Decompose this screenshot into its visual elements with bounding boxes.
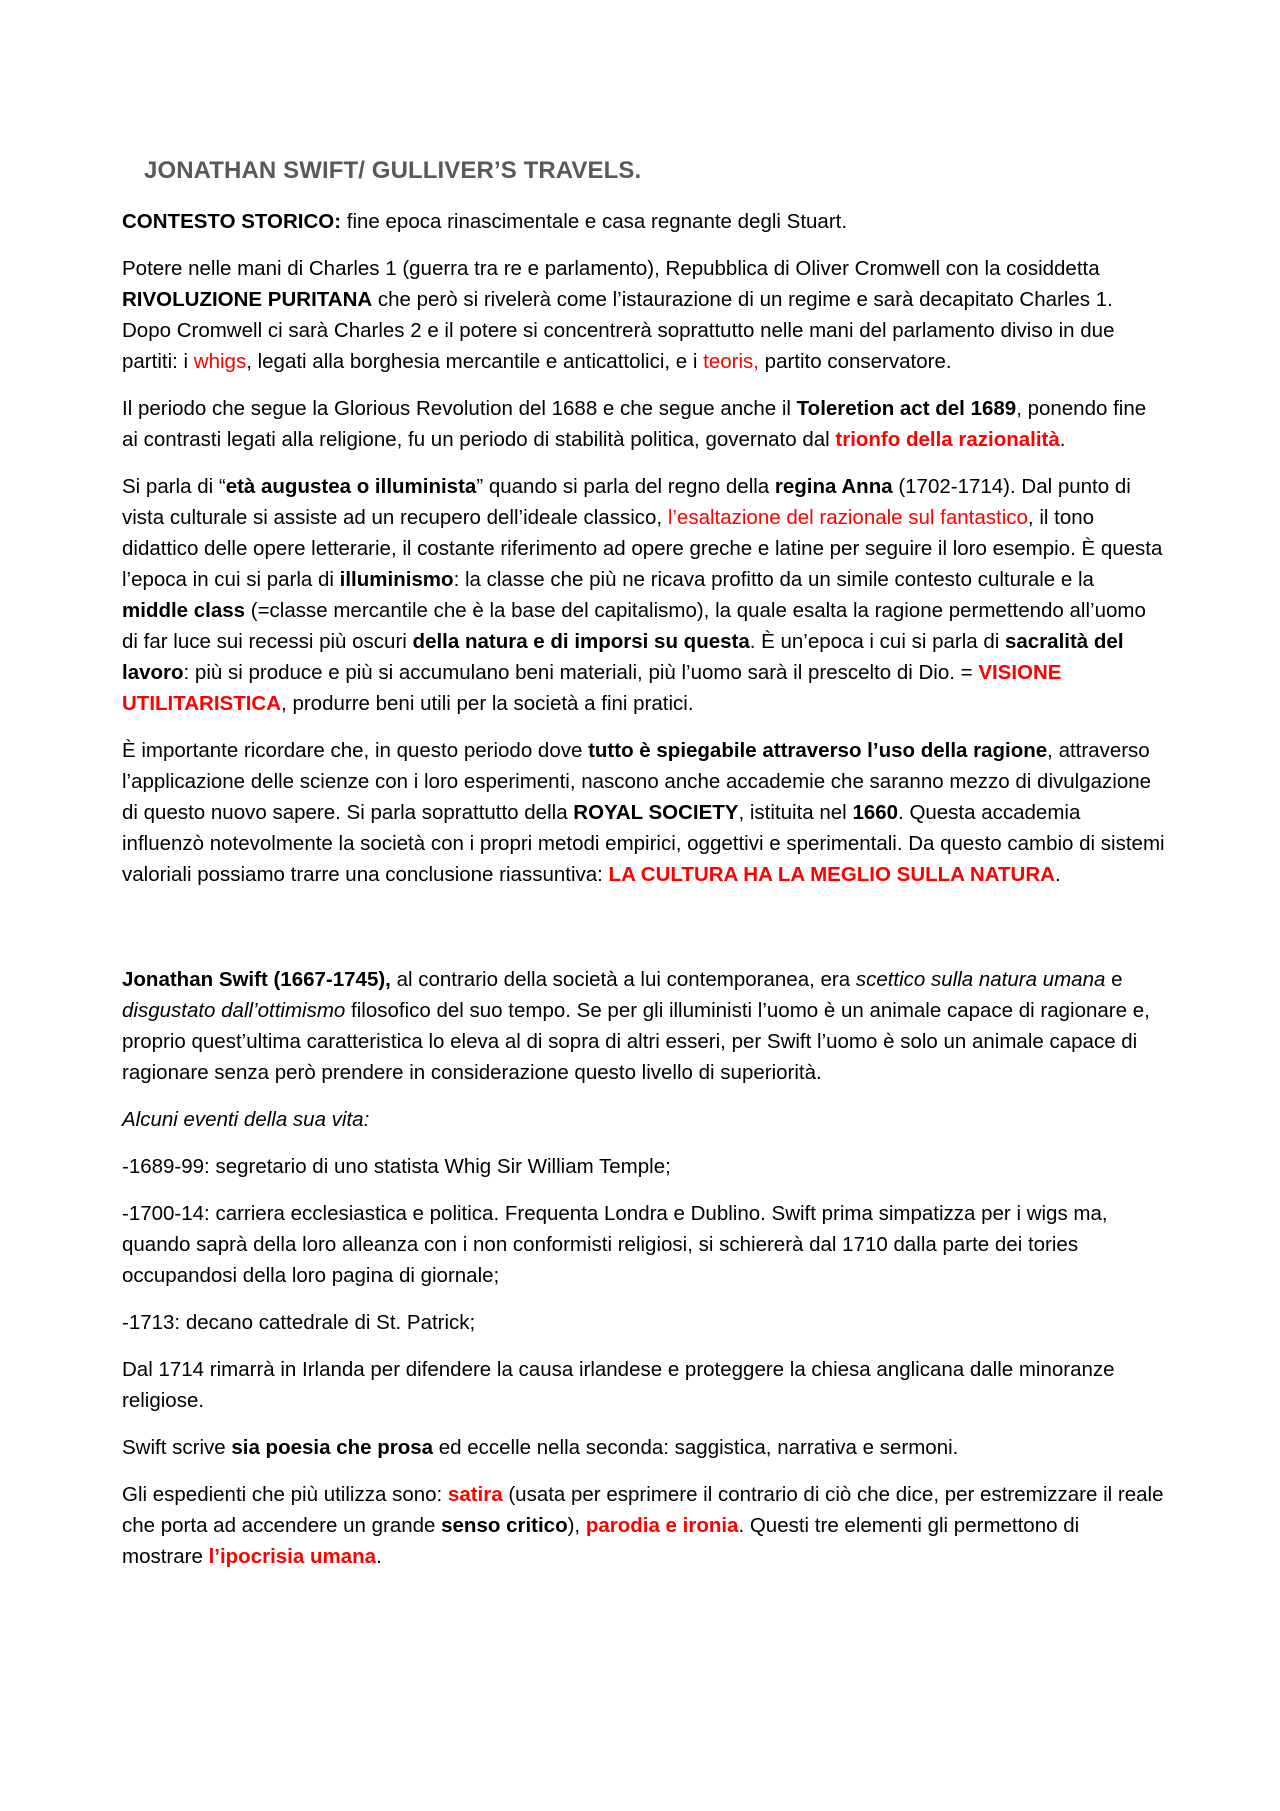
bold-red-text: VISIONE UTILITARISTICA [122,661,1062,715]
paragraph-charles-cromwell [122,253,1165,377]
paragraph-devices [122,1479,1165,1572]
text: fine epoca rinascimentale e casa regnante degli Stuart. [341,210,848,233]
text: partito conservatore. [758,350,952,373]
section-spacer [122,906,1165,964]
text: . Questi tre elementi gli permettono di mostrare [122,1514,1080,1568]
text: Gli espedienti che più utilizza sono: [122,1483,448,1506]
paragraph-royal-society [122,735,1165,890]
bold-red-text: parodia e ironia [585,1514,739,1537]
text: . [376,1545,382,1568]
paragraph-swift-intro [122,964,1165,1088]
bold-text: illuminismo [339,568,454,591]
text: , istituita nel [738,801,853,824]
bold-text: ROYAL SOCIETY [573,801,739,824]
text: . È un’epoca i cui si parla di [749,630,1005,653]
text: Swift scrive [122,1436,232,1459]
bold-text: 1660 [852,801,899,824]
paragraph-life-events-heading: Alcuni eventi della sua vita: [122,1108,370,1131]
paragraph-ireland: Dal 1714 rimarrà in Irlanda per difendere la causa irlandese e proteggere la chiesa anglicana dalle minoranze religiose. [122,1358,1115,1412]
bold-red-text: l’ipocrisia umana [208,1545,377,1568]
text: Potere nelle mani di Charles 1 (guerra tra re e parlamento), Repubblica di Oliver Cromwell con la cosiddetta [122,257,1100,280]
text: , legati alla borghesia mercantile e anticattolici, e i [246,350,704,373]
text: (=classe mercantile che è la base del capitalismo), la quale esalta la ragione permettendo all’uomo di far luce sui recessi più oscuri [122,599,1146,653]
text: filosofico del suo tempo. Se per gli illuministi l’uomo è un animale capace di ragionare e, proprio quest’ultima caratteristica lo eleva al di sopra di altri esseri, per Swift l’uomo è solo un animale capace di ragionare senza però prendere in considerazione questo livello di superiorità. [122,999,1150,1084]
bold-red-text: satira [447,1483,503,1506]
text: . [1054,863,1061,886]
bold-text: regina Anna [774,475,893,498]
bold-red-text: LA CULTURA HA LA MEGLIO SULLA NATURA [608,863,1055,886]
bold-text: sia poesia che prosa [231,1436,434,1459]
bold-text: età augustea o illuminista [225,475,477,498]
text: : la classe che più ne ricava profitto da un simile contesto culturale e la [453,568,1094,591]
text: , produrre beni utili per la società a fini pratici. [281,692,694,715]
text: (usata per esprimere il contrario di ciò che dice, per estremizzare il reale che porta ad accendere un grande [122,1483,1164,1537]
text: , il tono didattico delle opere letterarie, il costante riferimento ad opere greche e latine per seguire il loro esempio. È questa l’epoca in cui si parla di [122,506,1163,591]
text: , attraverso l’applicazione delle scienze con i loro esperimenti, nascono anche accademie che saranno mezzo di divulgazione di questo nuovo sapere. Si parla soprattutto della [122,739,1152,824]
text: Si parla di “ [122,475,226,498]
text: Il periodo che segue la Glorious Revolution del 1688 e che segue anche il [122,397,797,420]
bold-text: middle class [122,599,246,622]
text: : più si produce e più si accumulano beni materiali, più l’uomo sarà il prescelto di Dio. = [183,661,979,684]
bold-text: Jonathan Swift (1667-1745), [122,968,391,991]
red-text: whigs [193,350,247,373]
text: ), [567,1514,586,1537]
bold-text: della natura e di imporsi su questa [412,630,750,653]
italic-text: scettico sulla natura umana [855,968,1106,991]
bold-text: Toleretion act del 1689 [796,397,1017,420]
bold-text: RIVOLUZIONE PURITANA [122,288,373,311]
bold-text: tutto è spiegabile attraverso l’uso della ragione [588,739,1048,762]
red-text: l’esaltazione del razionale sul fantastico [667,506,1028,529]
text: . Questa accademia influenzò notevolmente la società con i propri metodi empirici, oggettivi e sperimentali. Da questo cambio di sistemi valoriali possiamo trarre una conclusione riassuntiva: [122,801,1165,886]
paragraph-glorious-revolution [122,393,1165,455]
text: che però si rivelerà come l’istaurazione di un regime e sarà decapitato Charles 1. Dopo Cromwell ci sarà Charles 2 e il potere si concentrerà soprattutto nelle mani del parlamento diviso in due partiti: i [122,288,1115,373]
text: ed eccelle nella seconda: saggistica, narrativa e sermoni. [433,1436,959,1459]
paragraph-poetry-prose [122,1432,1165,1463]
italic-text: disgustato dall’ottimismo [122,999,346,1022]
paragraph-event-1700: -1700-14: carriera ecclesiastica e politica. Frequenta Londra e Dublino. Swift prima simpatizza per i wigs ma, quando saprà della loro alleanza con i non conformisti religiosi, si schiererà dal 1710 dalla parte dei tories occupandosi della loro pagina di giornale; [122,1202,1108,1287]
paragraph-event-1713: -1713: decano cattedrale di St. Patrick; [122,1311,476,1334]
text: al contrario della società a lui contemporanea, era [390,968,856,991]
paragraph-augustan-age [122,471,1165,719]
paragraph-event-1689: -1689-99: segretario di uno statista Whig Sir William Temple; [122,1155,671,1178]
document-title: JONATHAN SWIFT/ GULLIVER’S TRAVELS. [144,157,642,184]
text: e [1105,968,1123,991]
bold-red-text: trionfo della razionalità [835,428,1060,451]
text: . [1059,428,1066,451]
paragraph-historical-context [122,206,1165,237]
bold-text: senso critico [441,1514,568,1537]
red-text: teoris, [703,350,759,373]
text: (1702-1714). Dal punto di vista culturale si assiste ad un recupero dell’ideale classico, [122,475,1131,529]
bold-text: CONTESTO STORICO: [122,210,342,233]
text: È importante ricordare che, in questo periodo dove [122,739,589,762]
text: , ponendo fine ai contrasti legati alla religione, fu un periodo di stabilità politica, governato dal [122,397,1147,451]
bold-text: sacralità del lavoro [122,630,1124,684]
text: ” quando si parla del regno della [476,475,775,498]
